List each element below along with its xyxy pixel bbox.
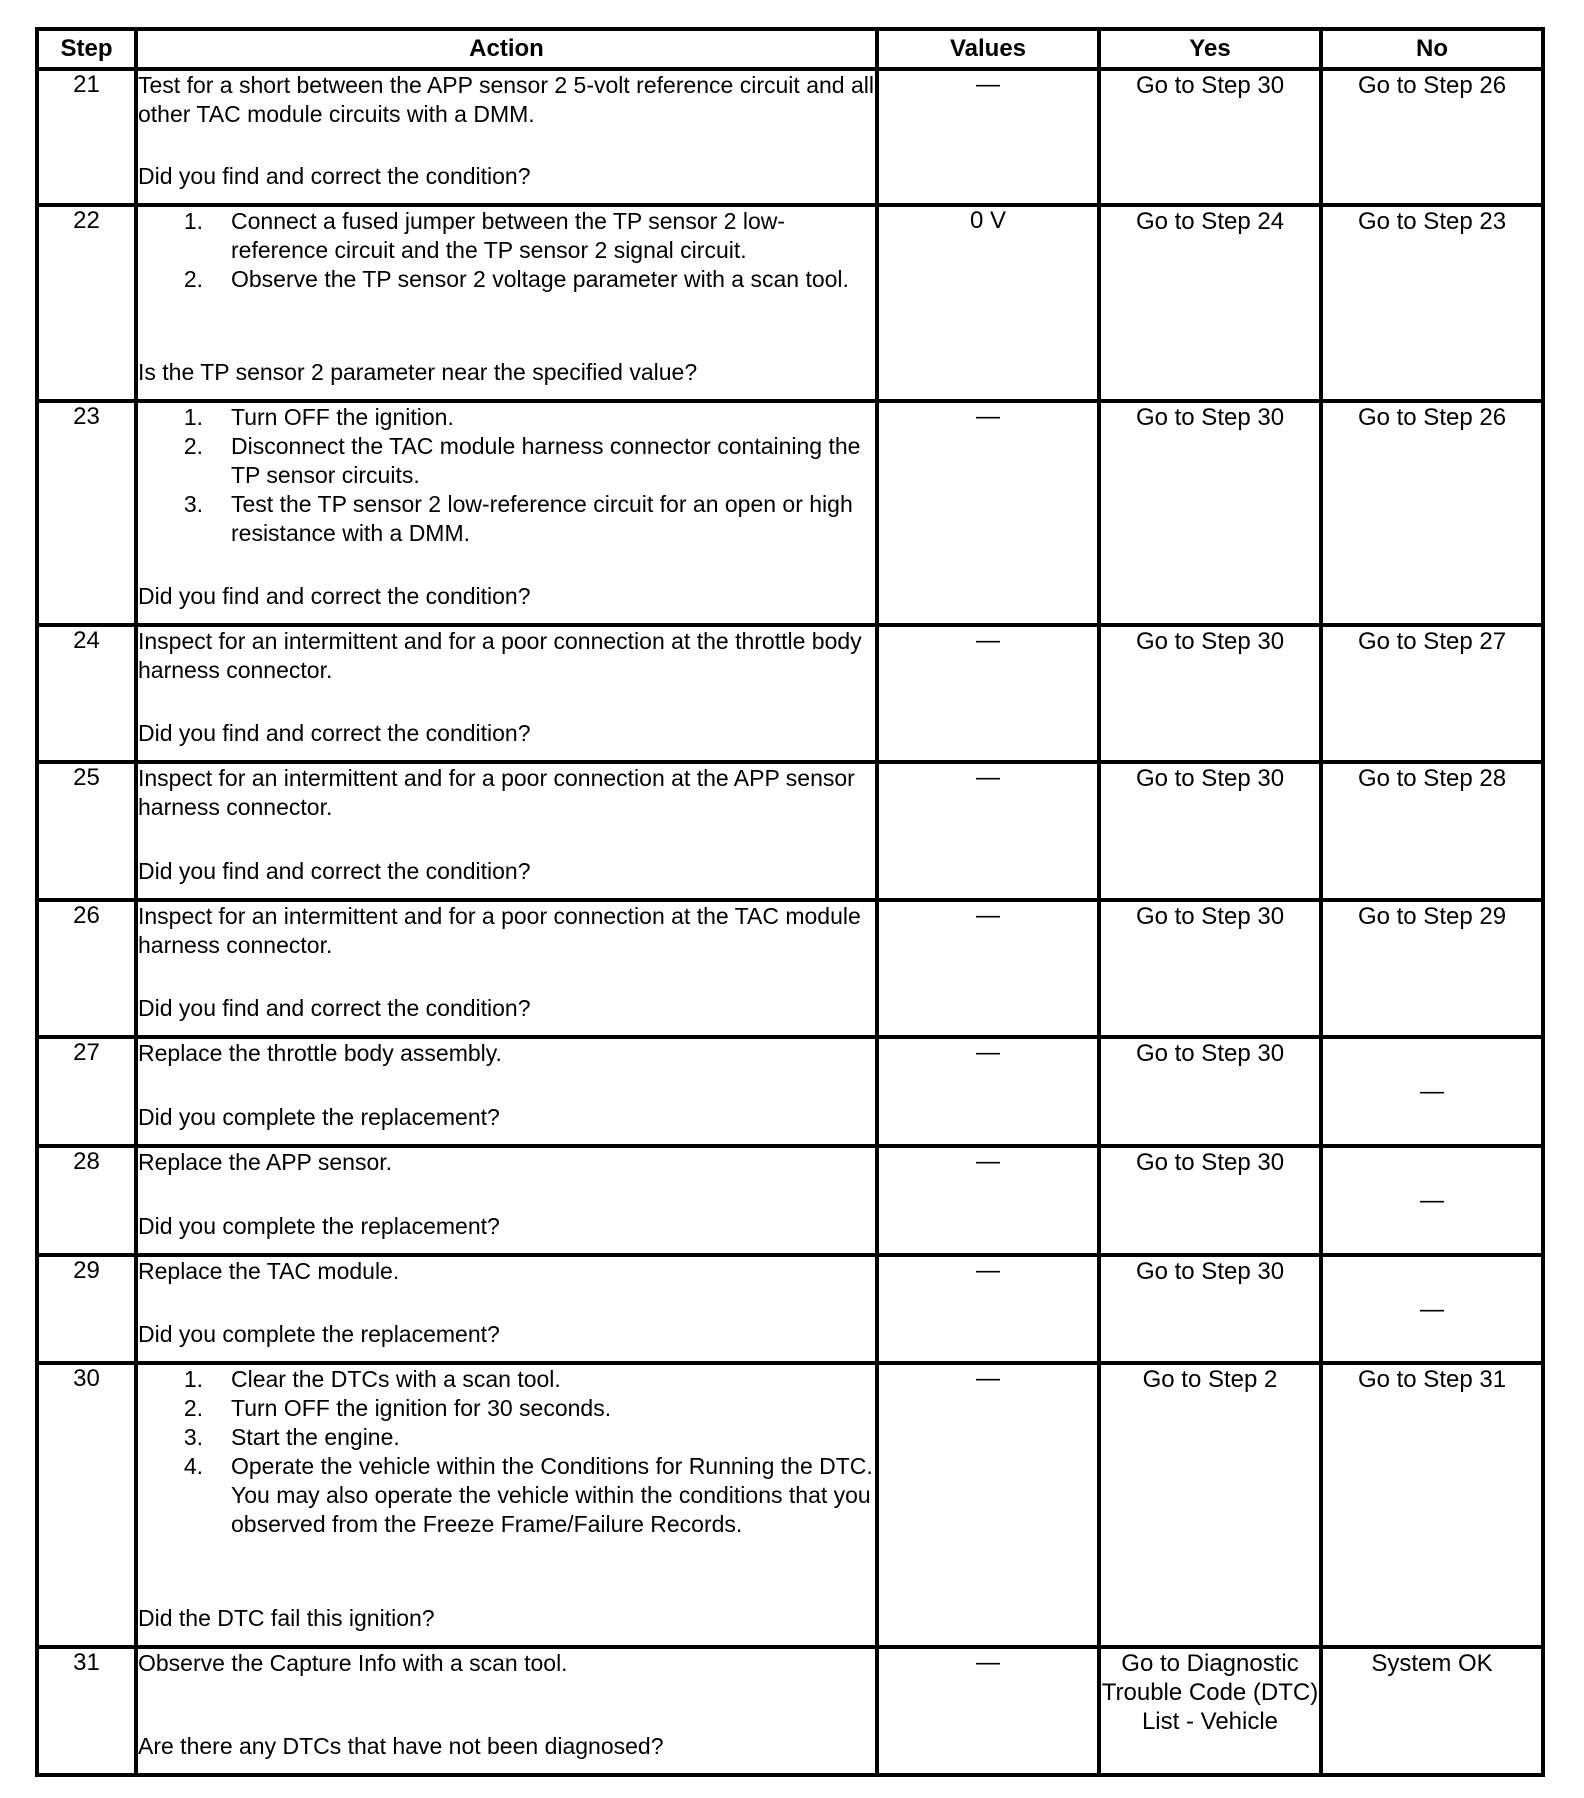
table-row (37, 1255, 1543, 1363)
action-step (138, 1394, 875, 1423)
table-row (37, 1363, 1543, 1647)
action-step (138, 207, 875, 265)
action-content (138, 902, 875, 1023)
action-text: Replace the TAC module. (138, 1258, 400, 1284)
action-content (138, 1148, 875, 1241)
yes-cell: Go to Diagnostic Trouble Code (DTC) List - Vehicle (1099, 1647, 1321, 1775)
step-cell: 26 (37, 900, 136, 1037)
no-cell: — (1321, 1146, 1543, 1255)
diagnostic-table (35, 27, 1545, 1777)
action-steps (138, 1365, 875, 1539)
table-row (37, 205, 1543, 401)
action-step (138, 1423, 875, 1452)
yes-cell: Go to Step 30 (1099, 401, 1321, 625)
step-number: 4. (183, 1453, 203, 1479)
action-spacer (138, 822, 875, 857)
action-cell (136, 625, 877, 762)
table-row (37, 401, 1543, 625)
values-cell: — (877, 900, 1099, 1037)
action-question: Did you find and correct the condition? (138, 163, 531, 189)
step-cell: 31 (37, 1647, 136, 1775)
step-number: 1. (183, 404, 203, 430)
step-cell: 29 (37, 1255, 136, 1363)
action-cell (136, 900, 877, 1037)
action-cell (136, 401, 877, 625)
header-row (37, 29, 1543, 69)
action-content (138, 71, 875, 191)
yes-cell: Go to Step 30 (1099, 69, 1321, 205)
action-text: Replace the throttle body assembly. (138, 1040, 502, 1066)
values-cell: — (877, 1647, 1099, 1775)
action-step (138, 490, 875, 548)
no-cell: — (1321, 1037, 1543, 1146)
yes-cell: Go to Step 30 (1099, 1037, 1321, 1146)
no-cell: Go to Step 29 (1321, 900, 1543, 1037)
action-spacer (138, 294, 875, 358)
action-step (138, 403, 875, 432)
step-cell: 25 (37, 762, 136, 900)
action-spacer (138, 960, 875, 994)
step-number: 2. (183, 1395, 203, 1421)
values-cell: — (877, 625, 1099, 762)
values-cell: — (877, 69, 1099, 205)
action-content (138, 1365, 875, 1633)
no-cell: Go to Step 31 (1321, 1363, 1543, 1647)
no-cell: Go to Step 27 (1321, 625, 1543, 762)
no-cell: Go to Step 26 (1321, 401, 1543, 625)
action-question: Are there any DTCs that have not been diagnosed? (138, 1733, 664, 1759)
action-question: Did the DTC fail this ignition? (138, 1605, 435, 1631)
action-cell (136, 762, 877, 900)
action-question: Did you complete the replacement? (138, 1213, 500, 1239)
no-cell: System OK (1321, 1647, 1543, 1775)
step-number: 1. (183, 1366, 203, 1392)
header-step: Step (37, 29, 136, 69)
yes-cell: Go to Step 2 (1099, 1363, 1321, 1647)
step-number: 3. (183, 491, 203, 517)
action-content (138, 1649, 875, 1761)
action-spacer (138, 1678, 875, 1732)
action-spacer (138, 1286, 875, 1320)
action-step (138, 1452, 875, 1539)
step-number: 2. (183, 433, 203, 459)
step-text: Disconnect the TAC module harness connector containing the TP sensor circuits. (231, 433, 861, 488)
table-row (37, 1037, 1543, 1146)
yes-cell: Go to Step 30 (1099, 1255, 1321, 1363)
action-text: Inspect for an intermittent and for a poor connection at the TAC module harness connector. (138, 903, 861, 958)
action-text: Observe the Capture Info with a scan tool. (138, 1650, 568, 1676)
action-steps (138, 403, 875, 548)
yes-cell: Go to Step 30 (1099, 1146, 1321, 1255)
action-text: Test for a short between the APP sensor 2 5-volt reference circuit and all other TAC module circuits with a DMM. (138, 72, 874, 127)
step-cell: 28 (37, 1146, 136, 1255)
table-row (37, 69, 1543, 205)
step-number: 2. (183, 266, 203, 292)
action-step (138, 1365, 875, 1394)
action-content (138, 403, 875, 611)
yes-cell: Go to Step 30 (1099, 762, 1321, 900)
action-content (138, 1257, 875, 1349)
step-text: Test the TP sensor 2 low-reference circuit for an open or high resistance with a DMM. (231, 491, 853, 546)
action-question: Did you find and correct the condition? (138, 995, 531, 1021)
values-cell: — (877, 1255, 1099, 1363)
action-content (138, 1039, 875, 1132)
action-cell (136, 205, 877, 401)
action-spacer (138, 1068, 875, 1103)
action-step (138, 265, 875, 294)
step-text: Turn OFF the ignition. (231, 404, 454, 430)
no-cell: Go to Step 23 (1321, 205, 1543, 401)
table-row (37, 625, 1543, 762)
no-cell: Go to Step 28 (1321, 762, 1543, 900)
header-action: Action (136, 29, 877, 69)
step-cell: 21 (37, 69, 136, 205)
step-cell: 23 (37, 401, 136, 625)
action-question: Did you find and correct the condition? (138, 858, 531, 884)
values-cell: — (877, 1037, 1099, 1146)
action-content (138, 764, 875, 886)
step-text: Clear the DTCs with a scan tool. (231, 1366, 561, 1392)
header-yes: Yes (1099, 29, 1321, 69)
table-row (37, 1146, 1543, 1255)
action-spacer (138, 548, 875, 582)
step-number: 1. (183, 208, 203, 234)
action-question: Is the TP sensor 2 parameter near the specified value? (138, 359, 698, 385)
action-cell (136, 1037, 877, 1146)
yes-cell: Go to Step 30 (1099, 625, 1321, 762)
action-spacer (138, 685, 875, 719)
action-text: Inspect for an intermittent and for a poor connection at the APP sensor harness connector. (138, 765, 855, 820)
table-row (37, 900, 1543, 1037)
table-row (37, 1647, 1543, 1775)
action-spacer (138, 129, 875, 162)
values-cell: — (877, 401, 1099, 625)
step-text: Operate the vehicle within the Conditions for Running the DTC. You may also operate the vehicle within the conditions that you observed from the Freeze Frame/Failure Records. (231, 1453, 873, 1537)
table-body (37, 69, 1543, 1775)
action-spacer (138, 1177, 875, 1212)
yes-cell: Go to Step 30 (1099, 900, 1321, 1037)
action-step (138, 432, 875, 490)
action-content (138, 207, 875, 387)
yes-cell: Go to Step 24 (1099, 205, 1321, 401)
values-cell: — (877, 1146, 1099, 1255)
step-cell: 30 (37, 1363, 136, 1647)
action-question: Did you find and correct the condition? (138, 583, 531, 609)
no-cell: — (1321, 1255, 1543, 1363)
action-question: Did you complete the replacement? (138, 1104, 500, 1130)
action-question: Did you find and correct the condition? (138, 720, 531, 746)
action-cell (136, 1363, 877, 1647)
values-cell: — (877, 1363, 1099, 1647)
action-cell (136, 1146, 877, 1255)
action-cell (136, 69, 877, 205)
action-cell (136, 1647, 877, 1775)
step-text: Connect a fused jumper between the TP sensor 2 low-reference circuit and the TP sensor 2 signal circuit. (231, 208, 786, 263)
action-steps (138, 207, 875, 294)
step-cell: 27 (37, 1037, 136, 1146)
step-cell: 22 (37, 205, 136, 401)
step-cell: 24 (37, 625, 136, 762)
action-spacer (138, 1539, 875, 1604)
action-text: Inspect for an intermittent and for a poor connection at the throttle body harness connector. (138, 628, 862, 683)
values-cell: 0 V (877, 205, 1099, 401)
header-no: No (1321, 29, 1543, 69)
action-cell (136, 1255, 877, 1363)
action-text: Replace the APP sensor. (138, 1149, 393, 1175)
no-cell: Go to Step 26 (1321, 69, 1543, 205)
action-question: Did you complete the replacement? (138, 1321, 500, 1347)
step-text: Start the engine. (231, 1424, 400, 1450)
table-row (37, 762, 1543, 900)
step-number: 3. (183, 1424, 203, 1450)
action-content (138, 627, 875, 748)
step-text: Observe the TP sensor 2 voltage parameter with a scan tool. (231, 266, 849, 292)
header-values: Values (877, 29, 1099, 69)
values-cell: — (877, 762, 1099, 900)
step-text: Turn OFF the ignition for 30 seconds. (231, 1395, 612, 1421)
